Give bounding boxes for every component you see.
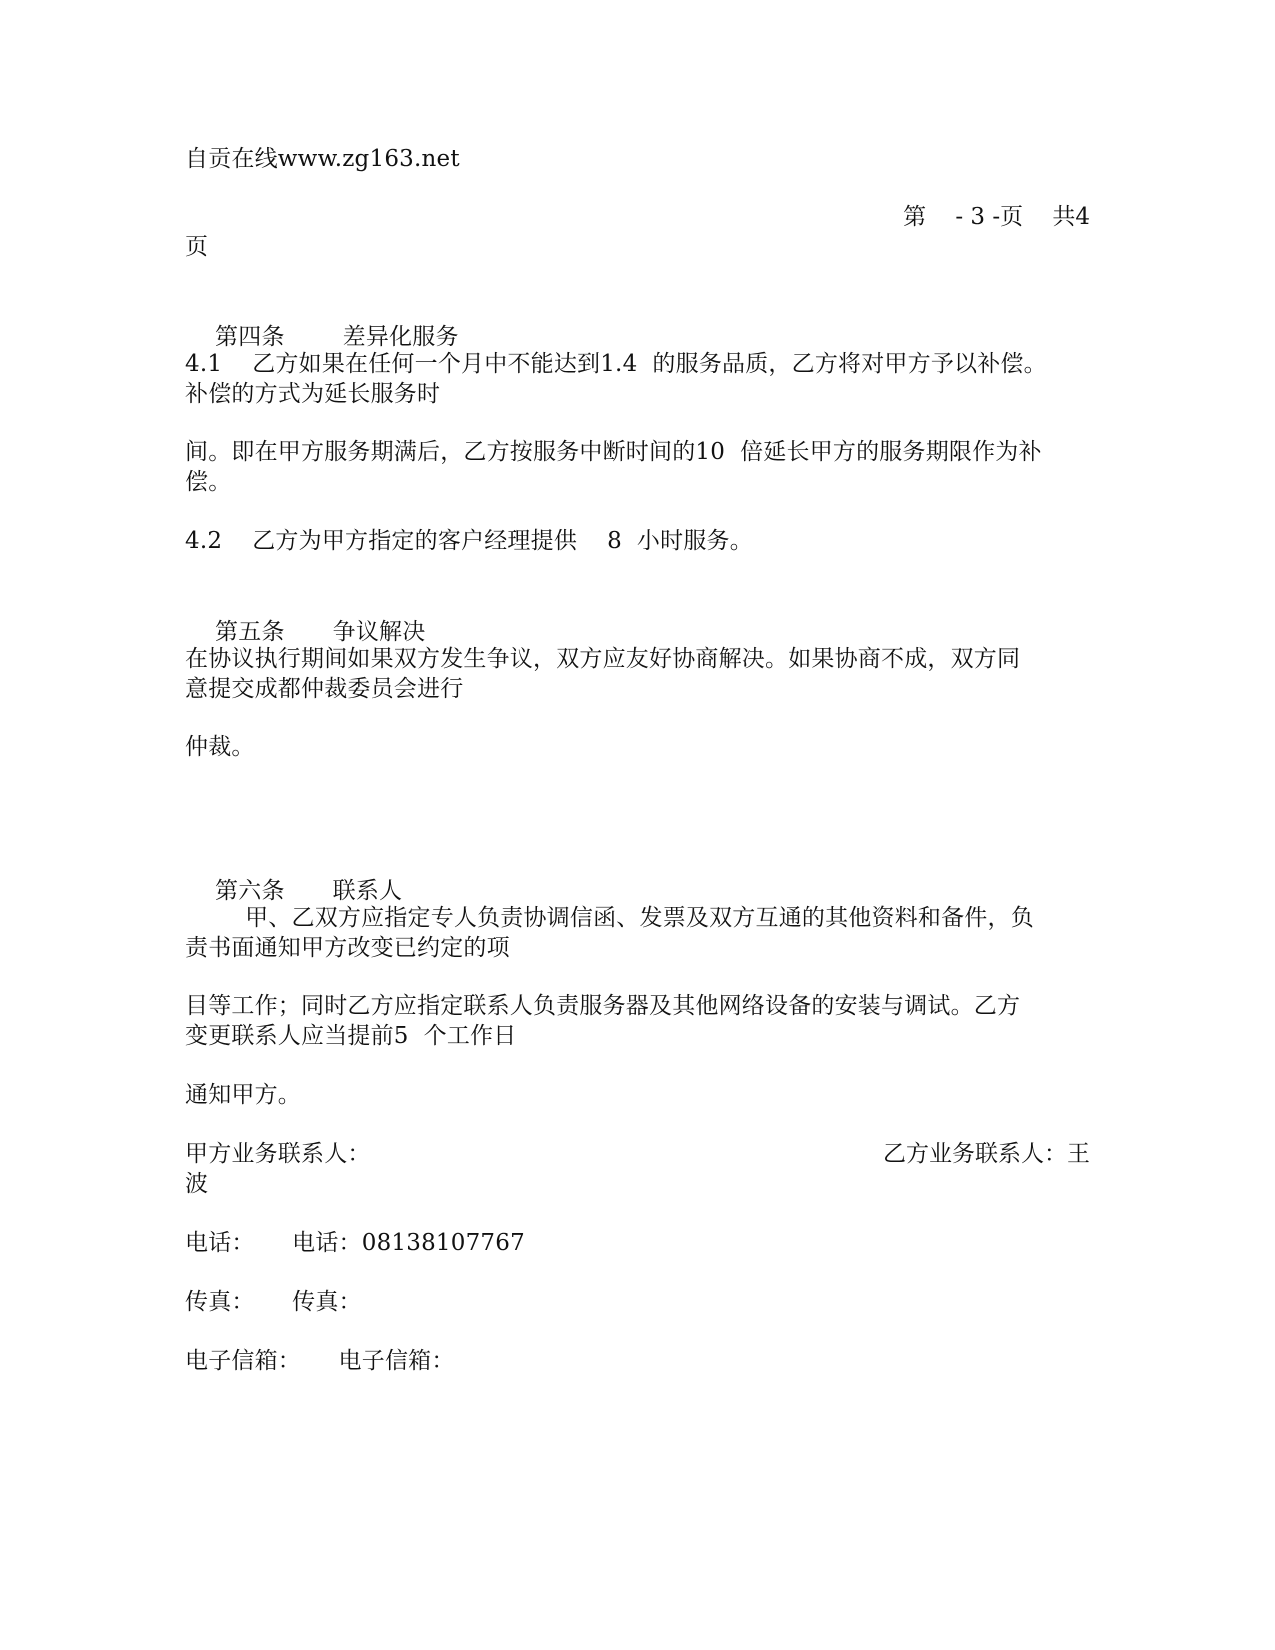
clause-4-1-cont-line-2: 偿。 — [185, 469, 232, 495]
party-b-contact-label: 乙方业务联系人：王 — [883, 1141, 1090, 1167]
clause-4-1-line-1: 4.1 乙方如果在任何一个月中不能达到1.4 的服务品质，乙方将对甲方予以补偿。 — [185, 351, 1047, 377]
section-5-title: 争议解决 — [332, 619, 426, 645]
section-4-title: 差异化服务 — [342, 324, 459, 350]
section-5-para-line-2: 意提交成都仲裁委员会进行 — [185, 676, 464, 702]
party-b-contact-wrap: 波 — [185, 1171, 209, 1197]
page-indicator-wrap: 页 — [185, 234, 209, 260]
email-row: 电子信箱： 电子信箱： — [185, 1348, 455, 1374]
section-6-para-2-line-2: 变更联系人应当提前5 个工作日 — [185, 1023, 517, 1049]
fax-row: 传真： 传真： — [185, 1289, 362, 1315]
clause-4-1-cont-line-1: 间。即在甲方服务期满后，乙方按服务中断时间的10 倍延长甲方的服务期限作为补 — [185, 439, 1042, 465]
section-6-para-1-line-1: 甲、乙双方应指定专人负责协调信函、发票及双方互通的其他资料和备件，负 — [185, 905, 1034, 931]
clause-4-2: 4.2 乙方为甲方指定的客户经理提供 8 小时服务。 — [185, 528, 753, 554]
clause-4-1-line-2: 补偿的方式为延长服务时 — [185, 381, 441, 407]
site-header: 自贡在线www.zg163.net — [185, 146, 460, 172]
section-6-title: 联系人 — [332, 878, 403, 904]
page-indicator: 第 - 3 -页 共4 — [903, 204, 1090, 230]
section-6-para-2-line-1: 目等工作；同时乙方应指定联系人负责服务器及其他网络设备的安装与调试。乙方 — [185, 993, 1021, 1019]
party-a-contact-label: 甲方业务联系人： — [185, 1141, 371, 1167]
section-6-number: 第六条 — [215, 878, 285, 904]
section-5-para-line-1: 在协议执行期间如果双方发生争议，双方应友好协商解决。如果协商不成，双方同 — [185, 646, 1021, 672]
section-5-para-end: 仲裁。 — [185, 734, 255, 760]
section-6-para-3: 通知甲方。 — [185, 1082, 301, 1108]
section-5-number: 第五条 — [215, 619, 285, 645]
section-6-para-1-line-2: 责书面通知甲方改变已约定的项 — [185, 935, 510, 961]
section-4-number: 第四条 — [215, 324, 285, 350]
phone-row: 电话： 电话：08138107767 — [185, 1230, 525, 1256]
